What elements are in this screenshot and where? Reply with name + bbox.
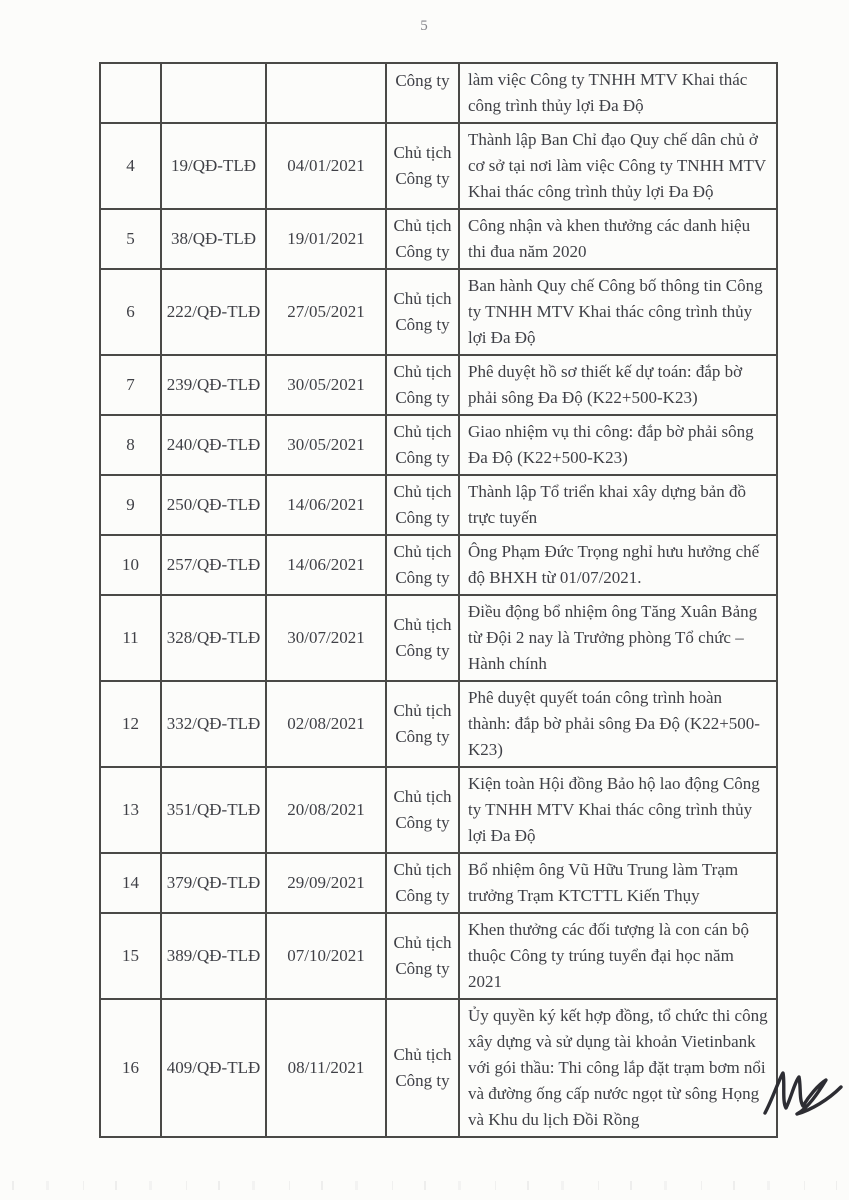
content-cell: Công nhận và khen thưởng các danh hiệu thi đua năm 2020 bbox=[459, 209, 777, 269]
table-row bbox=[100, 913, 777, 999]
empty-cell bbox=[266, 63, 386, 123]
issuer-cell: Công ty bbox=[386, 63, 459, 123]
doc-number-cell: 38/QĐ-TLĐ bbox=[161, 209, 266, 269]
table-row-continuation bbox=[100, 63, 777, 123]
issuer-cell: Chủ tịch Công ty bbox=[386, 913, 459, 999]
issuer-cell: Chủ tịch Công ty bbox=[386, 475, 459, 535]
row-number-cell: 6 bbox=[100, 269, 161, 355]
doc-number-cell: 409/QĐ-TLĐ bbox=[161, 999, 266, 1137]
doc-number-cell: 239/QĐ-TLĐ bbox=[161, 355, 266, 415]
date-cell: 04/01/2021 bbox=[266, 123, 386, 209]
doc-number-cell: 19/QĐ-TLĐ bbox=[161, 123, 266, 209]
doc-number-cell: 379/QĐ-TLĐ bbox=[161, 853, 266, 913]
row-number-cell: 7 bbox=[100, 355, 161, 415]
table-row bbox=[100, 355, 777, 415]
issuer-cell: Chủ tịch Công ty bbox=[386, 767, 459, 853]
date-cell: 07/10/2021 bbox=[266, 913, 386, 999]
content-cell: Phê duyệt hồ sơ thiết kế dự toán: đắp bờ phải sông Đa Độ (K22+500-K23) bbox=[459, 355, 777, 415]
table-row bbox=[100, 123, 777, 209]
table-row bbox=[100, 853, 777, 913]
content-cell: Thành lập Tổ triển khai xây dựng bản đồ trực tuyến bbox=[459, 475, 777, 535]
date-cell: 29/09/2021 bbox=[266, 853, 386, 913]
row-number-cell: 5 bbox=[100, 209, 161, 269]
doc-number-cell: 257/QĐ-TLĐ bbox=[161, 535, 266, 595]
row-number-cell: 4 bbox=[100, 123, 161, 209]
decisions-table bbox=[99, 62, 778, 1138]
issuer-cell: Chủ tịch Công ty bbox=[386, 355, 459, 415]
table-row bbox=[100, 595, 777, 681]
table-row bbox=[100, 681, 777, 767]
date-cell: 02/08/2021 bbox=[266, 681, 386, 767]
content-cell: Điều động bổ nhiệm ông Tăng Xuân Bảng từ Đội 2 nay là Trưởng phòng Tổ chức – Hành chính bbox=[459, 595, 777, 681]
doc-number-cell: 351/QĐ-TLĐ bbox=[161, 767, 266, 853]
content-cell: Giao nhiệm vụ thi công: đắp bờ phải sông Đa Độ (K22+500-K23) bbox=[459, 415, 777, 475]
date-cell: 14/06/2021 bbox=[266, 535, 386, 595]
content-cell: làm việc Công ty TNHH MTV Khai thác công trình thủy lợi Đa Độ bbox=[459, 63, 777, 123]
date-cell: 30/05/2021 bbox=[266, 415, 386, 475]
issuer-cell: Chủ tịch Công ty bbox=[386, 853, 459, 913]
issuer-cell: Chủ tịch Công ty bbox=[386, 269, 459, 355]
issuer-cell: Chủ tịch Công ty bbox=[386, 123, 459, 209]
table-row bbox=[100, 269, 777, 355]
row-number-cell: 8 bbox=[100, 415, 161, 475]
row-number-cell: 15 bbox=[100, 913, 161, 999]
row-number-cell: 11 bbox=[100, 595, 161, 681]
doc-number-cell: 332/QĐ-TLĐ bbox=[161, 681, 266, 767]
content-cell: Phê duyệt quyết toán công trình hoàn thành: đắp bờ phải sông Đa Độ (K22+500-K23) bbox=[459, 681, 777, 767]
date-cell: 27/05/2021 bbox=[266, 269, 386, 355]
doc-number-cell: 240/QĐ-TLĐ bbox=[161, 415, 266, 475]
row-number-cell: 10 bbox=[100, 535, 161, 595]
date-cell: 08/11/2021 bbox=[266, 999, 386, 1137]
table-row bbox=[100, 209, 777, 269]
row-number-cell: 14 bbox=[100, 853, 161, 913]
date-cell: 14/06/2021 bbox=[266, 475, 386, 535]
table-row bbox=[100, 475, 777, 535]
issuer-cell: Chủ tịch Công ty bbox=[386, 209, 459, 269]
issuer-cell: Chủ tịch Công ty bbox=[386, 999, 459, 1137]
row-number-cell: 9 bbox=[100, 475, 161, 535]
doc-number-cell: 222/QĐ-TLĐ bbox=[161, 269, 266, 355]
issuer-cell: Chủ tịch Công ty bbox=[386, 415, 459, 475]
content-cell: Ủy quyền ký kết hợp đồng, tổ chức thi công xây dựng và sử dụng tài khoản Vietinbank với gói thầu: Thi công lắp đặt trạm bơm nổi và đường ống cấp nước ngọt từ sông Họng và Khu du lịch Đồi Rồng bbox=[459, 999, 777, 1137]
row-number-cell: 16 bbox=[100, 999, 161, 1137]
content-cell: Ông Phạm Đức Trọng nghỉ hưu hưởng chế độ BHXH từ 01/07/2021. bbox=[459, 535, 777, 595]
scan-noise-artifact bbox=[12, 1181, 837, 1190]
date-cell: 30/05/2021 bbox=[266, 355, 386, 415]
content-cell: Thành lập Ban Chỉ đạo Quy chế dân chủ ở cơ sở tại nơi làm việc Công ty TNHH MTV Khai thác công trình thủy lợi Đa Độ bbox=[459, 123, 777, 209]
table-body bbox=[100, 63, 777, 1137]
content-cell: Kiện toàn Hội đồng Bảo hộ lao động Công ty TNHH MTV Khai thác công trình thủy lợi Đa Độ bbox=[459, 767, 777, 853]
doc-number-cell: 328/QĐ-TLĐ bbox=[161, 595, 266, 681]
content-cell: Bổ nhiệm ông Vũ Hữu Trung làm Trạm trưởng Trạm KTCTTL Kiến Thụy bbox=[459, 853, 777, 913]
content-cell: Ban hành Quy chế Công bố thông tin Công ty TNHH MTV Khai thác công trình thủy lợi Đa Độ bbox=[459, 269, 777, 355]
empty-cell bbox=[161, 63, 266, 123]
row-number-cell: 12 bbox=[100, 681, 161, 767]
date-cell: 20/08/2021 bbox=[266, 767, 386, 853]
table-row bbox=[100, 767, 777, 853]
issuer-cell: Chủ tịch Công ty bbox=[386, 681, 459, 767]
issuer-cell: Chủ tịch Công ty bbox=[386, 535, 459, 595]
doc-number-cell: 250/QĐ-TLĐ bbox=[161, 475, 266, 535]
row-number-cell: 13 bbox=[100, 767, 161, 853]
date-cell: 19/01/2021 bbox=[266, 209, 386, 269]
doc-number-cell: 389/QĐ-TLĐ bbox=[161, 913, 266, 999]
table-row bbox=[100, 535, 777, 595]
table-row bbox=[100, 999, 777, 1137]
date-cell: 30/07/2021 bbox=[266, 595, 386, 681]
page-number: 5 bbox=[420, 18, 429, 34]
content-cell: Khen thưởng các đối tượng là con cán bộ thuộc Công ty trúng tuyển đại học năm 2021 bbox=[459, 913, 777, 999]
handwritten-signature-icon bbox=[758, 1066, 848, 1128]
empty-cell bbox=[100, 63, 161, 123]
issuer-cell: Chủ tịch Công ty bbox=[386, 595, 459, 681]
table-row bbox=[100, 415, 777, 475]
